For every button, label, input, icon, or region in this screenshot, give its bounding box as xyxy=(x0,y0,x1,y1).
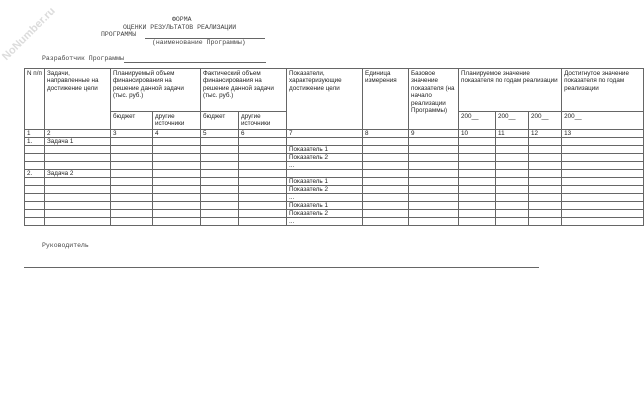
empty-cell xyxy=(496,177,529,185)
empty-cell xyxy=(239,161,287,169)
sub-budget: бюджет xyxy=(111,112,153,130)
empty-cell xyxy=(562,145,644,153)
empty-cell xyxy=(529,209,562,217)
empty-cell xyxy=(153,137,201,145)
empty-cell xyxy=(363,153,409,161)
empty-cell xyxy=(239,185,287,193)
sub-year: 200__ xyxy=(562,112,644,130)
empty-cell xyxy=(529,217,562,225)
empty-cell xyxy=(529,193,562,201)
empty-cell xyxy=(496,153,529,161)
column-number: 6 xyxy=(239,129,287,137)
row-number xyxy=(25,185,45,193)
empty-cell xyxy=(459,161,496,169)
empty-cell xyxy=(529,153,562,161)
task-cell xyxy=(45,217,111,225)
empty-cell xyxy=(459,145,496,153)
column-number: 1 xyxy=(25,129,45,137)
indicator-cell: ... xyxy=(287,193,363,201)
row-number: 2. xyxy=(25,169,45,177)
empty-cell xyxy=(409,161,459,169)
form-subtitle: ОЦЕНКИ РЕЗУЛЬТАТОВ РЕАЛИЗАЦИИ xyxy=(123,24,237,31)
empty-cell xyxy=(111,169,153,177)
empty-cell xyxy=(459,169,496,177)
program-caption: (наименование Программы) xyxy=(152,39,246,46)
indicator-cell: ... xyxy=(287,161,363,169)
empty-cell xyxy=(363,193,409,201)
empty-cell xyxy=(201,145,239,153)
empty-cell xyxy=(363,185,409,193)
empty-cell xyxy=(529,145,562,153)
table-row xyxy=(25,193,644,201)
empty-cell xyxy=(529,185,562,193)
empty-cell xyxy=(363,209,409,217)
head-label: Руководитель xyxy=(42,242,89,249)
header-unit: Единица измерения xyxy=(363,69,409,130)
empty-cell xyxy=(239,209,287,217)
sub-budget: бюджет xyxy=(201,112,239,130)
row-number: 1. xyxy=(25,137,45,145)
row-number xyxy=(25,201,45,209)
watermark: NoNumber.ru xyxy=(0,5,58,63)
column-number-row xyxy=(25,129,644,137)
empty-cell xyxy=(409,169,459,177)
empty-cell xyxy=(562,177,644,185)
empty-cell xyxy=(562,201,644,209)
table-row xyxy=(25,185,644,193)
empty-cell xyxy=(201,193,239,201)
empty-cell xyxy=(459,137,496,145)
row-number xyxy=(25,217,45,225)
empty-cell xyxy=(409,153,459,161)
form-title: ФОРМА xyxy=(172,16,192,23)
indicator-cell: Показатель 1 xyxy=(287,177,363,185)
empty-cell xyxy=(363,161,409,169)
empty-cell xyxy=(111,193,153,201)
empty-cell xyxy=(201,185,239,193)
program-label: ПРОГРАММЫ xyxy=(101,31,137,38)
header-indicators: Показатели, характеризующие достижение цели xyxy=(287,69,363,130)
empty-cell xyxy=(363,169,409,177)
empty-cell xyxy=(496,217,529,225)
empty-cell xyxy=(201,169,239,177)
header-achieved-value: Достигнутое значение показателя по годам реализации xyxy=(562,69,644,112)
indicator-cell: ... xyxy=(287,217,363,225)
table-row xyxy=(25,161,644,169)
empty-cell xyxy=(363,137,409,145)
sub-year: 200__ xyxy=(496,112,529,130)
empty-cell xyxy=(496,169,529,177)
row-number xyxy=(25,153,45,161)
column-number: 2 xyxy=(45,129,111,137)
empty-cell xyxy=(111,217,153,225)
empty-cell xyxy=(459,153,496,161)
indicator-cell: Показатель 1 xyxy=(287,145,363,153)
row-number xyxy=(25,209,45,217)
empty-cell xyxy=(153,145,201,153)
header-base-value: Базовое значение показателя (на начало реализации Программы) xyxy=(409,69,459,130)
empty-cell xyxy=(239,193,287,201)
task-cell xyxy=(45,185,111,193)
table-row xyxy=(25,169,644,177)
empty-cell xyxy=(201,201,239,209)
row-number xyxy=(25,145,45,153)
sub-other: другие источники xyxy=(239,112,287,130)
column-number: 7 xyxy=(287,129,363,137)
empty-cell xyxy=(529,169,562,177)
empty-cell xyxy=(409,177,459,185)
empty-cell xyxy=(496,161,529,169)
task-cell xyxy=(45,153,111,161)
developer-label: Разработчик Программы xyxy=(42,55,124,62)
column-number: 8 xyxy=(363,129,409,137)
column-number: 12 xyxy=(529,129,562,137)
empty-cell xyxy=(529,201,562,209)
empty-cell xyxy=(409,209,459,217)
column-number: 5 xyxy=(201,129,239,137)
empty-cell xyxy=(562,217,644,225)
empty-cell xyxy=(562,193,644,201)
empty-cell xyxy=(496,145,529,153)
empty-cell xyxy=(459,217,496,225)
empty-cell xyxy=(409,193,459,201)
empty-cell xyxy=(201,209,239,217)
indicator-cell: Показатель 2 xyxy=(287,185,363,193)
task-cell xyxy=(45,209,111,217)
empty-cell xyxy=(201,177,239,185)
task-cell xyxy=(45,193,111,201)
empty-cell xyxy=(153,161,201,169)
empty-cell xyxy=(363,201,409,209)
column-number: 9 xyxy=(409,129,459,137)
empty-cell xyxy=(496,185,529,193)
column-number: 13 xyxy=(562,129,644,137)
empty-cell xyxy=(111,209,153,217)
empty-cell xyxy=(496,193,529,201)
indicator-cell xyxy=(287,169,363,177)
column-number: 3 xyxy=(111,129,153,137)
empty-cell xyxy=(363,177,409,185)
empty-cell xyxy=(562,185,644,193)
signature-line xyxy=(24,267,539,268)
empty-cell xyxy=(496,201,529,209)
results-table xyxy=(24,68,644,226)
empty-cell xyxy=(239,217,287,225)
empty-cell xyxy=(239,153,287,161)
empty-cell xyxy=(459,193,496,201)
empty-cell xyxy=(239,169,287,177)
empty-cell xyxy=(562,209,644,217)
sub-other: другие источники xyxy=(153,112,201,130)
empty-cell xyxy=(111,177,153,185)
indicator-cell xyxy=(287,137,363,145)
empty-cell xyxy=(201,217,239,225)
task-cell: Задача 2 xyxy=(45,169,111,177)
column-number: 10 xyxy=(459,129,496,137)
row-number xyxy=(25,193,45,201)
empty-cell xyxy=(153,209,201,217)
empty-cell xyxy=(409,145,459,153)
empty-cell xyxy=(363,145,409,153)
empty-cell xyxy=(562,137,644,145)
header-planned-value: Планируемое значение показателя по годам реализации xyxy=(459,69,562,112)
table-row xyxy=(25,209,644,217)
empty-cell xyxy=(459,201,496,209)
empty-cell xyxy=(562,161,644,169)
sub-year: 200__ xyxy=(459,112,496,130)
empty-cell xyxy=(239,177,287,185)
empty-cell xyxy=(153,153,201,161)
empty-cell xyxy=(111,201,153,209)
empty-cell xyxy=(111,137,153,145)
empty-cell xyxy=(153,177,201,185)
empty-cell xyxy=(201,153,239,161)
developer-line xyxy=(124,62,266,63)
empty-cell xyxy=(111,161,153,169)
empty-cell xyxy=(409,185,459,193)
empty-cell xyxy=(201,137,239,145)
indicator-cell: Показатель 2 xyxy=(287,153,363,161)
indicator-cell: Показатель 1 xyxy=(287,201,363,209)
empty-cell xyxy=(529,161,562,169)
header-tasks: Задачи, направленные на достижение цели xyxy=(45,69,111,130)
table-row xyxy=(25,153,644,161)
empty-cell xyxy=(153,185,201,193)
header-actual-funding: Фактический объем финансирования на решение данной задачи (тыс. руб.) xyxy=(201,69,287,112)
table-row xyxy=(25,217,644,225)
empty-cell xyxy=(111,145,153,153)
table-row xyxy=(25,177,644,185)
header-planned-funding: Планируемый объем финансирования на решение данной задачи (тыс. руб.) xyxy=(111,69,201,112)
sub-year: 200__ xyxy=(529,112,562,130)
empty-cell xyxy=(239,145,287,153)
empty-cell xyxy=(409,137,459,145)
table-row xyxy=(25,145,644,153)
table-row xyxy=(25,137,644,145)
empty-cell xyxy=(153,193,201,201)
empty-cell xyxy=(529,177,562,185)
empty-cell xyxy=(459,177,496,185)
task-cell xyxy=(45,177,111,185)
empty-cell xyxy=(409,217,459,225)
row-number xyxy=(25,177,45,185)
empty-cell xyxy=(201,161,239,169)
column-number: 4 xyxy=(153,129,201,137)
indicator-cell: Показатель 2 xyxy=(287,209,363,217)
empty-cell xyxy=(153,201,201,209)
results-table-wrap xyxy=(24,68,629,226)
column-number: 11 xyxy=(496,129,529,137)
empty-cell xyxy=(111,185,153,193)
empty-cell xyxy=(496,137,529,145)
empty-cell xyxy=(111,153,153,161)
task-cell xyxy=(45,161,111,169)
empty-cell xyxy=(562,153,644,161)
empty-cell xyxy=(459,185,496,193)
task-cell xyxy=(45,201,111,209)
task-cell xyxy=(45,145,111,153)
empty-cell xyxy=(409,201,459,209)
task-cell: Задача 1 xyxy=(45,137,111,145)
empty-cell xyxy=(363,217,409,225)
empty-cell xyxy=(239,137,287,145)
header-number: N п/п xyxy=(25,69,45,130)
table-row xyxy=(25,201,644,209)
empty-cell xyxy=(459,209,496,217)
empty-cell xyxy=(562,169,644,177)
empty-cell xyxy=(496,209,529,217)
row-number xyxy=(25,161,45,169)
empty-cell xyxy=(529,137,562,145)
empty-cell xyxy=(153,169,201,177)
empty-cell xyxy=(239,201,287,209)
empty-cell xyxy=(153,217,201,225)
